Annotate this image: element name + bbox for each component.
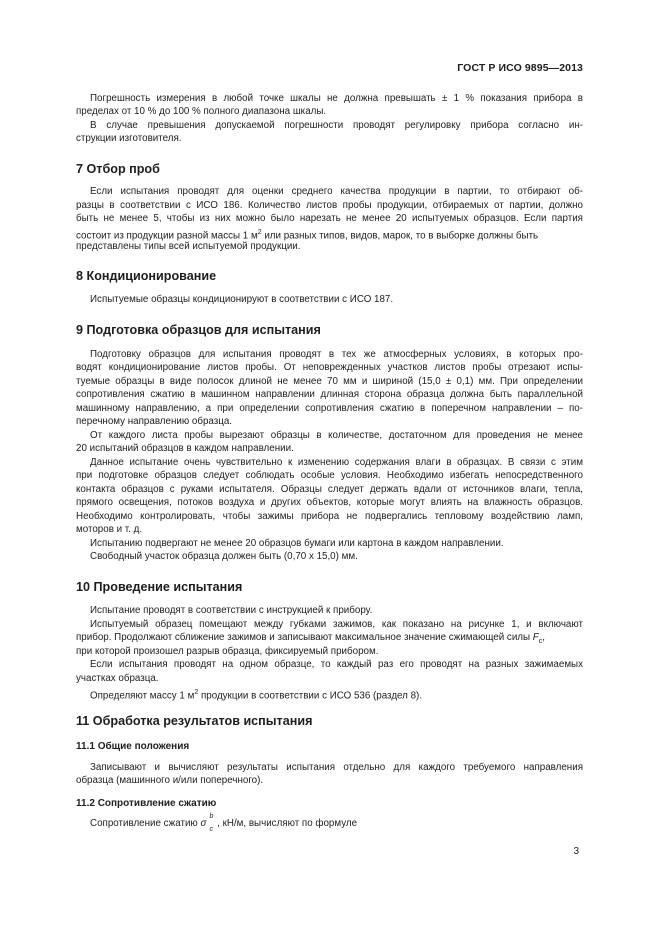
s7-line: представлены типы всей испытуемой продукции.: [76, 241, 301, 252]
s11-formula-intro: [90, 813, 358, 833]
s7-line: быть не менее 5, чтобы из них можно было нарезать не менее 20 испытуемых образцов. Если партия: [76, 213, 583, 224]
intro-line: Погрешность измерения в любой точке шкалы не должна превышать ± 1 % показания прибора в: [90, 93, 583, 104]
s10-line: Испытуемый образец помещают между губками зажимов, как показано на рисунке 1, и включают: [90, 619, 583, 630]
s9-line: сопротивления сжатию в машинном направлении длинная сторона образца должна быть параллельной: [76, 389, 583, 400]
s9-line: при подготовке образцов следует соблюдать особые условия. Необходимо избегать непосредственного: [76, 470, 583, 481]
s7-line: Если испытания проводят для оценки среднего качества продукции в партии, то отбирают об-: [90, 186, 583, 197]
s9-line: 20 испытаний образцов в каждом направлении.: [76, 443, 294, 454]
subsection-11-1-title: 11.1 Общие положения: [76, 741, 190, 752]
section-10-title: 10 Проведение испытания: [76, 580, 243, 594]
section-11-title: 11 Обработка результатов испытания: [76, 714, 313, 728]
s9-line: Необходимо контролировать, чтобы зажимы прибора не подвергались тепловому воздействию ламп,: [76, 511, 583, 522]
s9-line: Свободный участок образца должен быть (0,70 х 15,0) мм.: [90, 551, 358, 562]
s8-line: Испытуемые образцы кондиционируют в соответствии с ИСО 187.: [90, 294, 394, 305]
page-number: 3: [573, 846, 579, 857]
sigma-subscript: c: [209, 826, 213, 833]
section-7-title: 7 Отбор проб: [76, 162, 160, 176]
s10-line: участках образца.: [76, 673, 159, 684]
s11-line: Записывают и вычисляют результаты испытания отдельно для каждого требуемого направления: [90, 762, 583, 773]
s9-line: Испытанию подвергают не менее 20 образцов бумаги или картона в каждом направлении.: [90, 538, 504, 549]
force-subscript: c: [538, 637, 543, 645]
sigma-superscript: b: [209, 813, 214, 820]
s10-line: [90, 687, 422, 702]
s11-formula-unit: , кН/м, вычисляют по формуле: [214, 818, 358, 829]
intro-line: пределах от 10 % до 100 % полного диапазона шкалы.: [76, 106, 327, 117]
force-symbol: F: [532, 632, 539, 643]
s7-line: [76, 227, 583, 242]
s9-line: моторов и т. д.: [76, 524, 143, 535]
s11-line: образца (машинного и/или поперечного).: [76, 775, 264, 786]
s10-line: при которой произошел разрыв образца, фиксируемый прибором.: [76, 646, 379, 657]
s10-line: Если испытания проводят на одном образце, то каждый раз его проводят на разных зажимаемых: [90, 659, 583, 670]
s7-mass-text: состоит из продукции разной массы 1 м: [76, 230, 258, 242]
s9-line: контакта образцов с руками испытателя. Образцы следует держать вдали от источников влаги, тепла,: [76, 484, 583, 495]
s10-line: Испытание проводят в соответствии с инструкцией к прибору.: [90, 605, 373, 616]
section-9-title: 9 Подготовка образцов для испытания: [76, 323, 321, 337]
s10-mass-sup: 2: [194, 689, 199, 696]
s9-line: От каждого листа пробы вырезают образцы в количестве, достаточном для проведения не менее: [90, 430, 583, 441]
s7-rest-text: или разных типов, видов, марок, то в выборке должны быть: [261, 230, 539, 242]
s9-line: Подготовку образцов для испытания проводят в тех же атмосферных условиях, в которых про-: [90, 349, 583, 360]
s7-line: разцы в соответствии с ИСО 186. Количество листов пробы продукции, отбираемых от партии, должно: [76, 200, 583, 211]
s11-formula-text: Сопротивление сжатию: [90, 818, 201, 829]
intro-line: В случае превышения допускаемой погрешности проводят регулировку прибора согласно ин-: [90, 120, 583, 131]
s10-mass-rest: продукции в соответствии с ИСО 536 (раздел 8).: [198, 690, 423, 702]
s9-line: прямого освещения, потоков воздуха и других объектов, которые могут влиять на влажность образцов.: [76, 497, 583, 508]
section-8-title: 8 Кондиционирование: [76, 269, 217, 283]
force-comma: ,: [542, 632, 545, 643]
s9-line: водят кондиционирование листов пробы. От неповрежденных участков листов пробы отрезают испы-: [76, 362, 583, 373]
sigma-symbol: [200, 813, 215, 833]
standard-code-header: ГОСТ Р ИСО 9895—2013: [457, 62, 583, 74]
subsection-11-2-title: 11.2 Сопротивление сжатию: [76, 798, 217, 809]
s7-mass-sup: 2: [257, 229, 262, 236]
intro-line: струкции изготовителя.: [76, 133, 182, 144]
s10-force-text: прибор. Продолжают сближение зажимов и записывают максимальное значение сжимающей силы: [76, 632, 533, 643]
sigma-char: σ: [200, 818, 207, 829]
s9-line: Данное испытание очень чувствительно к изменению содержания влаги в образцах. В связи с этим: [90, 457, 583, 468]
s9-line: туемые образцы в виде полосок длиной не менее 70 мм и шириной (15,0 ± 0,1) мм. При определении: [76, 376, 583, 387]
s10-mass-text: Определяют массу 1 м: [90, 690, 195, 702]
s9-line: перечному направлению образца.: [76, 416, 233, 427]
s9-line: машинному направлению, а при определении сопротивления сжатию в поперечном направлении – по-: [76, 403, 583, 414]
